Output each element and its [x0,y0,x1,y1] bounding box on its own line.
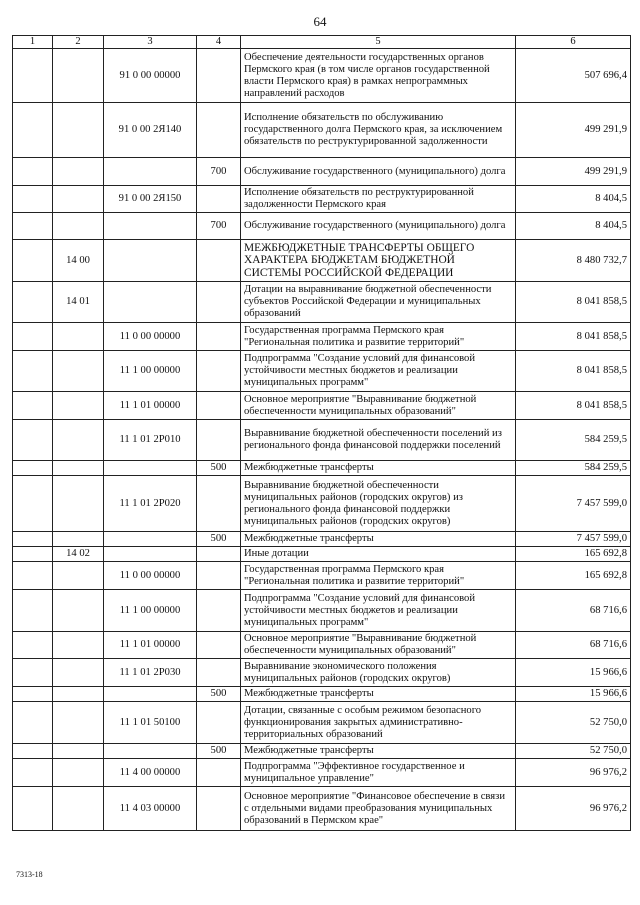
cell-amount: 165 692,8 [516,547,631,562]
cell-amount: 507 696,4 [516,49,631,103]
cell-description: Основное мероприятие "Финансовое обеспечение в связи с отдельными видами преобразования муниципальных образований в Пермском крае" [241,787,516,831]
cell-amount: 96 976,2 [516,787,631,831]
cell-description: Обслуживание государственного (муниципального) долга [241,158,516,186]
table-row [13,787,631,831]
cell-col-1 [13,532,53,547]
cell-expense-type [197,702,241,744]
cell-expense-type: 500 [197,687,241,702]
cell-description: Государственная программа Пермского края "Региональная политика и развитие территорий" [241,323,516,351]
cell-amount: 8 404,5 [516,213,631,240]
cell-col-1 [13,351,53,392]
cell-amount: 584 259,5 [516,461,631,476]
cell-amount: 15 966,6 [516,659,631,687]
table-body [13,49,631,831]
cell-target-article: 91 0 00 2Я140 [104,103,197,158]
cell-target-article: 11 4 00 00000 [104,759,197,787]
cell-description: Основное мероприятие "Выравнивание бюджетной обеспеченности муниципальных образований" [241,392,516,420]
cell-target-article [104,461,197,476]
cell-col-1 [13,759,53,787]
cell-section-code [53,562,104,590]
cell-col-1 [13,476,53,532]
cell-amount: 7 457 599,0 [516,476,631,532]
cell-description: МЕЖБЮДЖЕТНЫЕ ТРАНСФЕРТЫ ОБЩЕГО ХАРАКТЕРА БЮДЖЕТАМ БЮДЖЕТНОЙ СИСТЕМЫ РОССИЙСКОЙ ФЕДЕРАЦИИ [241,240,516,282]
cell-expense-type: 500 [197,744,241,759]
cell-section-code [53,323,104,351]
column-header-3: 3 [104,36,197,49]
table-row [13,103,631,158]
cell-expense-type: 700 [197,213,241,240]
table-row [13,532,631,547]
cell-expense-type [197,103,241,158]
cell-expense-type: 500 [197,461,241,476]
column-header-2: 2 [53,36,104,49]
cell-target-article: 91 0 00 00000 [104,49,197,103]
cell-description: Обслуживание государственного (муниципального) долга [241,213,516,240]
cell-col-1 [13,590,53,632]
cell-description: Выравнивание бюджетной обеспеченности муниципальных районов (городских округов) из регионального фонда финансовой поддержки муниципальных районов (городских округов) [241,476,516,532]
cell-section-code [53,213,104,240]
cell-col-1 [13,392,53,420]
cell-section-code [53,632,104,659]
cell-col-1 [13,240,53,282]
cell-col-1 [13,282,53,323]
cell-description: Подпрограмма "Создание условий для финансовой устойчивости местных бюджетов и реализации муниципальных программ" [241,351,516,392]
cell-amount: 8 041 858,5 [516,323,631,351]
cell-section-code [53,687,104,702]
cell-expense-type [197,240,241,282]
cell-expense-type [197,420,241,461]
cell-target-article [104,744,197,759]
table-row [13,632,631,659]
table-row [13,323,631,351]
cell-target-article: 11 4 03 00000 [104,787,197,831]
cell-description: Выравнивание экономического положения муниципальных районов (городских округов) [241,659,516,687]
cell-section-code: 14 02 [53,547,104,562]
cell-target-article [104,240,197,282]
cell-section-code [53,351,104,392]
table-row [13,562,631,590]
cell-section-code [53,532,104,547]
cell-amount: 15 966,6 [516,687,631,702]
cell-target-article [104,282,197,323]
table-row [13,659,631,687]
table-row [13,213,631,240]
cell-description: Межбюджетные трансферты [241,532,516,547]
cell-expense-type [197,323,241,351]
cell-expense-type [197,186,241,213]
cell-target-article: 91 0 00 2Я150 [104,186,197,213]
cell-target-article: 11 1 01 2Р020 [104,476,197,532]
cell-section-code [53,590,104,632]
cell-amount: 52 750,0 [516,702,631,744]
column-header-6: 6 [516,36,631,49]
cell-expense-type [197,547,241,562]
cell-section-code [53,476,104,532]
cell-amount: 68 716,6 [516,632,631,659]
cell-expense-type [197,476,241,532]
cell-expense-type [197,590,241,632]
cell-description: Межбюджетные трансферты [241,744,516,759]
cell-section-code [53,103,104,158]
budget-table [12,35,631,831]
cell-amount: 52 750,0 [516,744,631,759]
cell-amount: 68 716,6 [516,590,631,632]
cell-description: Обеспечение деятельности государственных органов Пермского края (в том числе органов государственной власти Пермского края) в рамках непрограммных направлений расходов [241,49,516,103]
cell-target-article: 11 1 01 2Р030 [104,659,197,687]
cell-description: Исполнение обязательств по реструктурированной задолженности Пермского края [241,186,516,213]
table-row [13,590,631,632]
page-number: 64 [313,14,327,29]
cell-col-1 [13,787,53,831]
table-row [13,687,631,702]
cell-section-code [53,158,104,186]
cell-description: Выравнивание бюджетной обеспеченности поселений из регионального фонда финансовой поддержки поселений [241,420,516,461]
cell-description: Подпрограмма "Создание условий для финансовой устойчивости местных бюджетов и реализации муниципальных программ" [241,590,516,632]
cell-target-article [104,687,197,702]
cell-target-article [104,547,197,562]
table-row [13,547,631,562]
cell-expense-type [197,632,241,659]
cell-description: Исполнение обязательств по обслуживанию государственного долга Пермского края, за исключением обязательств по реструктурированной задолженности [241,103,516,158]
cell-col-1 [13,420,53,461]
cell-col-1 [13,49,53,103]
cell-amount: 7 457 599,0 [516,532,631,547]
cell-description: Межбюджетные трансферты [241,687,516,702]
cell-col-1 [13,562,53,590]
cell-description: Иные дотации [241,547,516,562]
cell-description: Дотации, связанные с особым режимом безопасного функционирования закрытых административно-территориальных образований [241,702,516,744]
cell-target-article [104,532,197,547]
cell-section-code [53,744,104,759]
table-row [13,461,631,476]
cell-expense-type [197,759,241,787]
table-row [13,49,631,103]
cell-expense-type: 500 [197,532,241,547]
table-row [13,158,631,186]
table-row [13,420,631,461]
cell-expense-type [197,49,241,103]
table-row [13,351,631,392]
table-row [13,759,631,787]
cell-expense-type [197,659,241,687]
cell-col-1 [13,547,53,562]
cell-target-article: 11 1 00 00000 [104,351,197,392]
cell-target-article: 11 1 01 50100 [104,702,197,744]
table-row [13,702,631,744]
cell-description: Межбюджетные трансферты [241,461,516,476]
cell-target-article: 11 1 01 00000 [104,632,197,659]
cell-col-1 [13,186,53,213]
cell-col-1 [13,702,53,744]
cell-section-code [53,702,104,744]
table-row [13,186,631,213]
cell-expense-type [197,787,241,831]
cell-description: Дотации на выравнивание бюджетной обеспеченности субъектов Российской Федерации и муниципальных образований [241,282,516,323]
cell-target-article: 11 0 00 00000 [104,562,197,590]
cell-description: Подпрограмма "Эффективное государственное и муниципальное управление" [241,759,516,787]
cell-amount: 8 041 858,5 [516,351,631,392]
column-header-5: 5 [241,36,516,49]
cell-target-article [104,213,197,240]
cell-expense-type [197,562,241,590]
cell-section-code: 14 01 [53,282,104,323]
cell-amount: 8 041 858,5 [516,392,631,420]
column-header-4: 4 [197,36,241,49]
cell-amount: 584 259,5 [516,420,631,461]
cell-col-1 [13,744,53,759]
cell-amount: 499 291,9 [516,158,631,186]
cell-amount: 499 291,9 [516,103,631,158]
cell-amount: 8 041 858,5 [516,282,631,323]
cell-section-code [53,461,104,476]
cell-col-1 [13,687,53,702]
cell-target-article: 11 1 01 2Р010 [104,420,197,461]
cell-amount: 8 480 732,7 [516,240,631,282]
column-header-1: 1 [13,36,53,49]
cell-section-code [53,186,104,213]
cell-expense-type [197,282,241,323]
cell-target-article: 11 1 01 00000 [104,392,197,420]
cell-section-code [53,420,104,461]
cell-expense-type: 700 [197,158,241,186]
cell-section-code [53,49,104,103]
cell-target-article [104,158,197,186]
cell-expense-type [197,351,241,392]
table-row [13,240,631,282]
table-row [13,282,631,323]
cell-target-article: 11 1 00 00000 [104,590,197,632]
cell-amount: 165 692,8 [516,562,631,590]
table-row [13,392,631,420]
cell-section-code [53,659,104,687]
cell-description: Основное мероприятие "Выравнивание бюджетной обеспеченности муниципальных образований" [241,632,516,659]
table-header-row [13,36,631,49]
cell-col-1 [13,659,53,687]
cell-target-article: 11 0 00 00000 [104,323,197,351]
cell-section-code: 14 00 [53,240,104,282]
cell-expense-type [197,392,241,420]
table-row [13,744,631,759]
document-code: 7313-18 [16,870,43,879]
cell-section-code [53,392,104,420]
cell-col-1 [13,213,53,240]
cell-col-1 [13,461,53,476]
cell-section-code [53,787,104,831]
cell-amount: 96 976,2 [516,759,631,787]
cell-col-1 [13,158,53,186]
cell-col-1 [13,103,53,158]
table-row [13,476,631,532]
cell-col-1 [13,632,53,659]
cell-col-1 [13,323,53,351]
cell-description: Государственная программа Пермского края "Региональная политика и развитие территорий" [241,562,516,590]
cell-amount: 8 404,5 [516,186,631,213]
cell-section-code [53,759,104,787]
